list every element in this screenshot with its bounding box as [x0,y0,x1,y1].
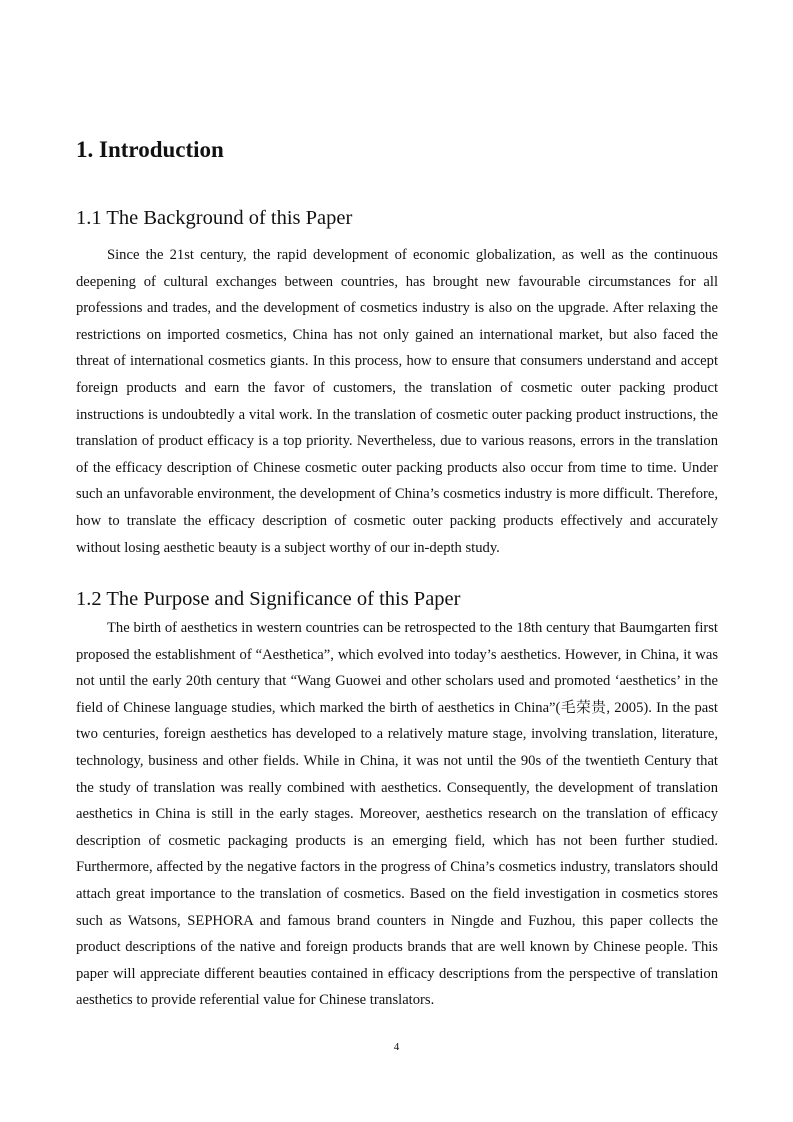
section-title: 1. Introduction [76,137,224,162]
subsection-heading-purpose: 1.2 The Purpose and Significance of this Paper [76,588,461,610]
subsection-heading-background: 1.1 The Background of this Paper [76,207,353,229]
page-number: 4 [393,1041,400,1053]
paragraph-background: Since the 21st century, the rapid development of economic globalization, as well as the continuous deepening of cultural exchanges between countries, has brought new favourable circumstances for all professions and trades, and the development of cosmetics industry is also on the upgrade. After relaxing the restrictions on imported cosmetics, China has not only gained an international market, but also faced the threat of international cosmetics giants. In this process, how to ensure that consumers understand and accept foreign products and earn the favor of customers, the translation of cosmetic outer packing product instructions is undoubtedly a vital work. In the translation of cosmetic outer packing product instructions, the translation of product efficacy is a top priority. Nevertheless, due to various reasons, errors in the translation of the efficacy description of Chinese cosmetic outer packing products also occur from time to time. Under such an unfavorable environment, the development of China’s cosmetics industry is more difficult. Therefore, how to translate the efficacy description of cosmetic outer packing products effectively and accurately without losing aesthetic beauty is a subject worthy of our in-depth study. [76,247,718,556]
paragraph-purpose: The birth of aesthetics in western countries can be retrospected to the 18th century that Baumgarten first proposed the establishment of “Aesthetica”, which evolved into today’s aesthetics. However, in China, it was not until the early 20th century that “Wang Guowei and other scholars used and promoted ‘aesthetics’ in the field of Chinese language studies, which marked the birth of aesthetics in China”(毛荣贵, 2005). In the past two centuries, foreign aesthetics has developed to a relatively mature stage, involving translation, literature, technology, business and other fields. While in China, it was not until the 90s of the twentieth Century that the study of translation was really combined with aesthetics. Consequently, the development of translation aesthetics in China is still in the early stages. Moreover, aesthetics research on the translation of efficacy description of cosmetic packaging products is an emerging field, which has not been further studied. Furthermore, affected by the negative factors in the progress of China’s cosmetics industry, translators should attach great importance to the translation of cosmetics. Based on the field investigation in cosmetics stores such as Watsons, SEPHORA and famous brand counters in Ningde and Fuzhou, this paper collects the product descriptions of the native and foreign products brands that are well known by Chinese people. This paper will appreciate different beauties contained in efficacy descriptions from the perspective of translation aesthetics to provide referential value for Chinese translators. [76,620,718,1009]
